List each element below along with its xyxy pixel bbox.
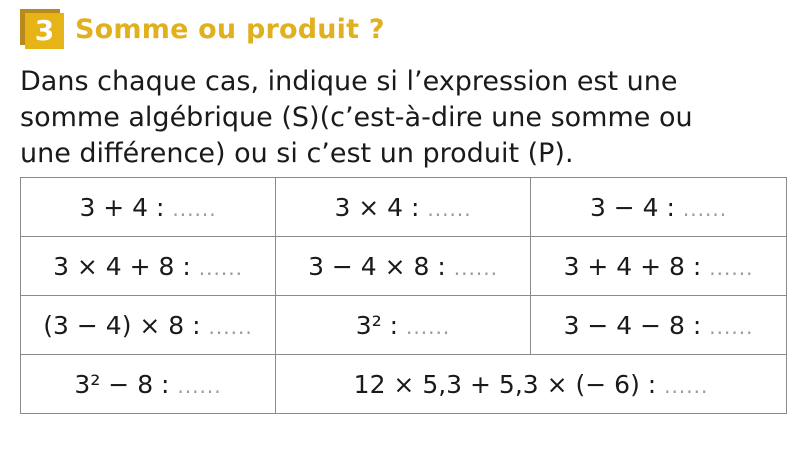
table-row xyxy=(21,178,787,237)
expression: 3 × 4 : xyxy=(334,192,428,222)
expression-table xyxy=(20,177,787,414)
answer-blank[interactable]: ...... xyxy=(664,373,709,398)
table-row xyxy=(21,237,787,296)
answer-blank[interactable]: ...... xyxy=(208,314,253,339)
instruction-line: une différence) ou si c’est un produit (P). xyxy=(20,138,574,169)
instruction-line: Dans chaque cas, indique si l’expression est une xyxy=(20,66,678,97)
expression-cell xyxy=(531,178,787,237)
expression: 3² − 8 : xyxy=(74,369,178,399)
expression-cell xyxy=(21,296,276,355)
expression-cell xyxy=(276,178,531,237)
instruction-text xyxy=(20,64,790,172)
expression-cell xyxy=(276,237,531,296)
expression: 3 − 4 − 8 : xyxy=(563,310,710,340)
exercise-header xyxy=(20,8,385,50)
expression: 3² : xyxy=(355,310,407,340)
table-row xyxy=(21,355,787,414)
exercise-number-badge xyxy=(20,9,64,49)
expression-cell xyxy=(531,237,787,296)
expression: 3 − 4 : xyxy=(589,192,683,222)
expression-cell xyxy=(531,296,787,355)
expression: 12 × 5,3 + 5,3 × (− 6) : xyxy=(353,369,665,399)
answer-blank[interactable]: ...... xyxy=(172,196,217,221)
answer-blank[interactable]: ...... xyxy=(453,255,498,280)
expression: (3 − 4) × 8 : xyxy=(43,310,209,340)
expression-cell xyxy=(21,237,276,296)
answer-blank[interactable]: ...... xyxy=(682,196,728,221)
expression: 3 × 4 + 8 : xyxy=(53,251,199,281)
answer-blank[interactable]: ...... xyxy=(406,314,451,339)
answer-blank[interactable]: ...... xyxy=(427,196,472,221)
answer-blank[interactable]: ...... xyxy=(198,255,243,280)
expression-cell-wide xyxy=(276,355,787,414)
exercise-number: 3 xyxy=(25,13,64,49)
expression: 3 + 4 + 8 : xyxy=(563,251,710,281)
table-row xyxy=(21,296,787,355)
exercise-title: Somme ou produit ? xyxy=(75,13,385,45)
expression-cell xyxy=(276,296,531,355)
expression: 3 − 4 × 8 : xyxy=(308,251,454,281)
answer-blank[interactable]: ...... xyxy=(177,373,222,398)
expression-cell xyxy=(21,178,276,237)
expression: 3 + 4 : xyxy=(79,192,173,222)
expression-cell xyxy=(21,355,276,414)
instruction-line: somme algébrique (S)(c’est-à-dire une somme ou xyxy=(20,102,693,133)
answer-blank[interactable]: ...... xyxy=(709,255,754,280)
answer-blank[interactable]: ...... xyxy=(709,314,754,339)
